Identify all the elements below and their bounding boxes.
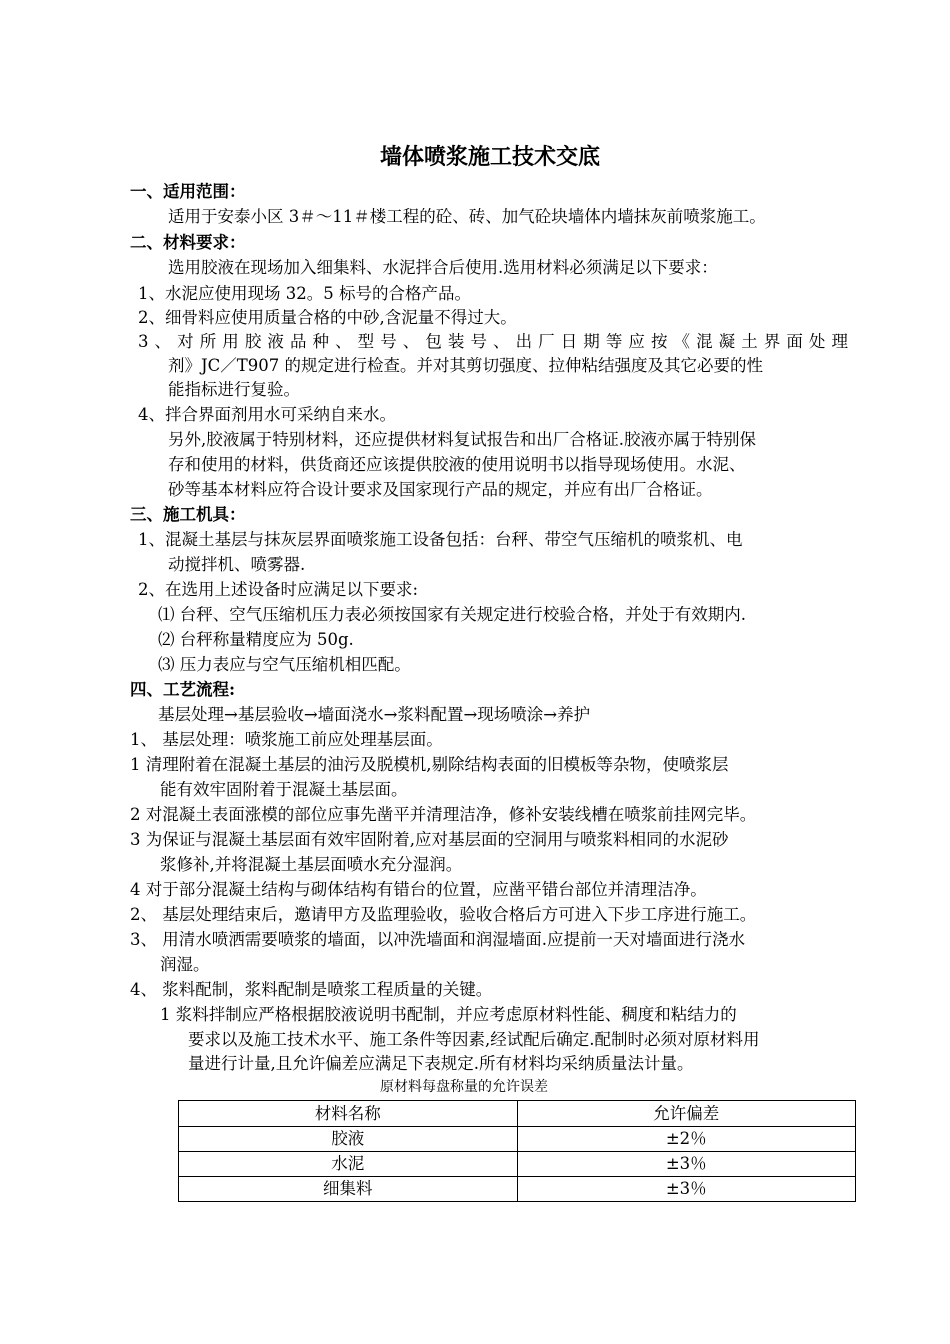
equipment-item-2: 2、在选用上述设备时应满足以下要求: — [138, 580, 419, 599]
table-header-row — [179, 1101, 856, 1127]
header-material-name: 材料名称 — [179, 1101, 518, 1127]
mix-detail-1-cont: 要求以及施工技术水平、施工条件等因素,经试配后确定.配制时必须对原材料用 — [188, 1030, 760, 1049]
materials-item-3-cont: 剂》JC／T907 的规定进行检查。并对其剪切强度、拉伸粘结强度及其它必要的性 — [168, 356, 763, 375]
materials-note: 另外,胶液属于特别材料，还应提供材料复试报告和出厂合格证.胶液亦属于特别保 — [168, 430, 756, 449]
mix-detail-1-cont: 量进行计量,且允许偏差应满足下表规定.所有材料均采纳质量法计量。 — [188, 1054, 694, 1073]
materials-note: 砂等基本材料应符合设计要求及国家现行产品的规定，并应有出厂合格证。 — [168, 480, 713, 499]
process-detail-3: 3 为保证与混凝土基层面有效牢固附着,应对基层面的空洞用与喷浆料相同的水泥砂 — [130, 830, 729, 849]
cell-tolerance: ±3％ — [517, 1177, 856, 1202]
tolerance-table — [178, 1100, 856, 1202]
materials-intro: 选用胶液在现场加入细集料、水泥拌合后使用.选用材料必须满足以下要求： — [168, 258, 718, 277]
process-flow: 基层处理→基层验收→墙面浇水→浆料配置→现场喷涂→养护 — [158, 705, 591, 724]
materials-item-2: 2、细骨料应使用质量合格的中砂,含泥量不得过大。 — [138, 308, 517, 327]
cell-tolerance: ±3％ — [517, 1152, 856, 1177]
equipment-sub-1: ⑴ 台秤、空气压缩机压力表必须按国家有关规定进行校验合格，并处于有效期内. — [158, 605, 746, 624]
cell-tolerance: ±2％ — [517, 1127, 856, 1152]
process-step-1: 1、 基层处理：喷浆施工前应处理基层面。 — [130, 730, 443, 749]
equipment-sub-2: ⑵ 台秤称量精度应为 50g. — [158, 630, 354, 649]
mix-detail-1: 1 浆料拌制应严格根据胶液说明书配制，并应考虑原材料性能、稠度和粘结力的 — [160, 1005, 737, 1024]
equipment-item-1: 1、混凝土基层与抹灰层界面喷浆施工设备包括：台秤、带空气压缩机的喷浆机、电 — [138, 530, 743, 549]
cell-material: 细集料 — [179, 1177, 518, 1202]
equipment-item-1-cont: 动搅拌机、喷雾器. — [168, 555, 306, 574]
table-row — [179, 1152, 856, 1177]
materials-item-4: 4、拌合界面剂用水可采纳自来水。 — [138, 405, 396, 424]
cell-material: 水泥 — [179, 1152, 518, 1177]
materials-item-3-cont: 能指标进行复验。 — [168, 380, 300, 399]
process-detail-1-cont: 能有效牢固附着于混凝土基层面。 — [160, 780, 408, 799]
document-title: 墙体喷浆施工技术交底 — [379, 144, 600, 170]
cell-material: 胶液 — [179, 1127, 518, 1152]
process-step-2: 2、 基层处理结束后，邀请甲方及监理验收，验收合格后方可进入下步工序进行施工。 — [130, 905, 757, 924]
process-step-3: 3、 用清水喷洒需要喷浆的墙面，以冲洗墙面和润湿墙面.应提前一天对墙面进行浇水 — [130, 930, 745, 949]
materials-item-1: 1、水泥应使用现场 32。5 标号的合格产品。 — [138, 284, 471, 303]
materials-item-3: 3、对所用胶液品种、型号、包装号、出厂日期等应按《混凝土界面处理 — [138, 332, 848, 351]
process-detail-1: 1 清理附着在混凝土基层的油污及脱模机,剔除结构表面的旧模板等杂物，使喷浆层 — [130, 755, 729, 774]
process-step-3-cont: 润湿。 — [160, 955, 210, 974]
section-heading-scope: 一、适用范围： — [130, 182, 246, 201]
equipment-sub-3: ⑶ 压力表应与空气压缩机相匹配。 — [158, 655, 411, 674]
header-tolerance: 允许偏差 — [517, 1101, 856, 1127]
section-heading-process: 四、工艺流程: — [130, 680, 236, 699]
process-detail-4: 4 对于部分混凝土结构与砌体结构有错台的位置，应凿平错台部位并清理洁净。 — [130, 880, 707, 899]
table-caption: 原材料每盘称量的允许误差 — [380, 1079, 548, 1095]
table-row — [179, 1127, 856, 1152]
section-heading-materials: 二、材料要求： — [130, 233, 246, 252]
section-heading-equipment: 三、施工机具： — [130, 505, 246, 524]
process-step-4: 4、 浆料配制，浆料配制是喷浆工程质量的关键。 — [130, 980, 493, 999]
process-detail-3-cont: 浆修补,并将混凝土基层面喷水充分湿润。 — [160, 855, 463, 874]
materials-note: 存和使用的材料，供货商还应该提供胶液的使用说明书以指导现场使用。水泥、 — [168, 455, 746, 474]
table-row — [179, 1177, 856, 1202]
process-detail-2: 2 对混凝土表面涨模的部位应事先凿平并清理洁净，修补安装线槽在喷浆前挂网完毕。 — [130, 805, 757, 824]
scope-text: 适用于安泰小区 3＃～11＃楼工程的砼、砖、加气砼块墙体内墙抹灰前喷浆施工。 — [168, 207, 766, 226]
